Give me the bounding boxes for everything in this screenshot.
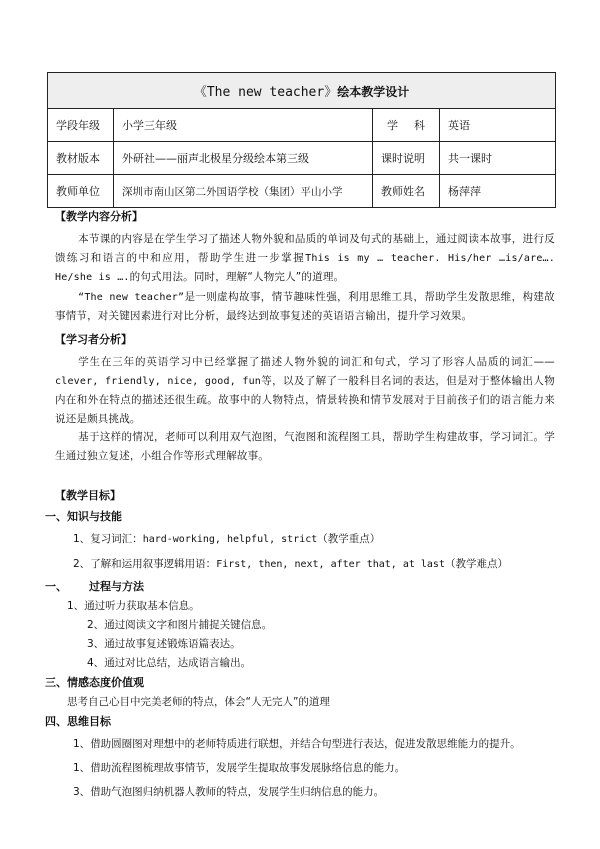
content-analysis-section: [55, 208, 555, 326]
item-number: 4、: [87, 657, 105, 669]
learner-analysis-paragraph-2: 基于这样的情况，老师可以利用双气泡图，气泡图和流程图工具，帮助学生构建故事，学习词汇。学生通过独立复述，小组合作等形式理解故事。: [55, 431, 555, 462]
teacher-name-value: 杨萍萍: [440, 175, 556, 208]
document-title: [48, 73, 556, 109]
school-label: 教师单位: [48, 175, 114, 208]
title-chinese: 绘本教学设计: [337, 85, 410, 99]
item-number: 3、: [87, 638, 105, 650]
list-item: [55, 635, 555, 654]
emotion-title: 情感态度价值观: [67, 676, 144, 689]
subject-value: 英语: [440, 109, 556, 142]
item-number: 1、: [73, 762, 91, 774]
item-text: 借助圆圈图对理想中的老师特质进行联想，并结合句型进行表达，促进发散思维能力的提升。: [90, 738, 521, 750]
list-item: [55, 780, 555, 804]
table-title-row: [48, 73, 556, 109]
item-text: 了解和运用叙事逻辑用语：: [90, 558, 217, 570]
list-item: [55, 527, 555, 552]
table-row: [48, 175, 556, 208]
learner-vocabulary: clever, friendly, nice, good, fun: [55, 375, 262, 387]
item-note: （教学难点）: [444, 558, 508, 570]
list-item: [55, 597, 555, 616]
content-text-c: 是一则虚构故事，情节趣味性强，利用思维工具，帮助学生发散思维，构建故事情节，对关键因素进行对比分析，最终达到故事复述的英语语言输出，提升学习效果。: [55, 290, 555, 322]
content-text-a: 本节课的内容是在学生学习了描述人物外貌和品质的单词及句式的基础上，通过阅读本故事，进行反馈练习和语言的中和应用，帮助学生进一步掌握: [55, 233, 555, 264]
item-text: 通过阅读文字和图片捕捉关键信息。: [104, 619, 273, 631]
grade-label: 学段年级: [48, 109, 114, 142]
content-analysis-paragraph-1: [55, 230, 555, 288]
list-item: [55, 616, 555, 635]
process-number: 一、: [45, 580, 67, 593]
list-item: [55, 654, 555, 673]
item-note: （教学重点）: [317, 533, 381, 545]
item-text: 复习词汇：: [90, 533, 143, 545]
item-number: 1、: [73, 533, 91, 545]
objectives-heading: 【教学目标】: [55, 489, 121, 502]
process-title: 过程与方法: [89, 580, 144, 593]
lesson-info-table: [47, 72, 556, 208]
table-row: [48, 109, 556, 142]
item-text: 借助流程图梳理故事情节，发展学生提取故事发展脉络信息的能力。: [90, 762, 406, 774]
subject-label: 学 科: [373, 109, 440, 142]
thinking-heading: [45, 712, 555, 732]
textbook-label: 教材版本: [48, 142, 114, 175]
thinking-title: 思维目标: [67, 715, 111, 728]
item-text: 借助气泡图归纳机器人教师的特点，发展学生归纳信息的能力。: [90, 786, 385, 798]
learner-analysis-heading: 【学习者分析】: [55, 333, 132, 346]
item-vocabulary: First, then, next, after that, at last: [216, 559, 445, 570]
item-number: 1、: [73, 738, 91, 750]
knowledge-title: 知识与技能: [67, 510, 122, 523]
period-label: 课时说明: [373, 142, 440, 175]
table-row: [48, 142, 556, 175]
item-text: 通过对比总结，达成语言输出。: [104, 657, 252, 669]
item-number: 1、: [67, 600, 85, 612]
learner-text-a: 学生在三年的英语学习中已经掌握了描述人物外貌的词汇和句式，学习了形容人品质的词汇——: [78, 356, 555, 368]
emotion-number: 三、: [45, 676, 67, 689]
story-title-inline: “The new teacher”: [78, 291, 185, 303]
list-item: [55, 756, 555, 780]
objectives-section: [45, 485, 555, 804]
learner-analysis-paragraph-1: [55, 353, 555, 428]
emotion-heading: [45, 673, 555, 693]
content-analysis-heading: 【教学内容分析】: [55, 210, 143, 223]
list-item: [55, 552, 555, 577]
item-text: 通过听力获取基本信息。: [84, 600, 200, 612]
item-vocabulary: hard-working, helpful, strict: [142, 534, 318, 545]
content-text-b: 的句式用法。同时，理解“人物完人”的道理。: [129, 271, 345, 283]
item-text: 通过故事复述锻炼语篇表达。: [104, 638, 241, 650]
content-analysis-paragraph-2: [55, 288, 555, 326]
process-heading: [45, 577, 555, 597]
learner-text-b: 等，以及了解了一般科目名词的表达，但是对于整体输出人物内在和外在特点的描述还很生疏。故事中的人物特点，情景转换和情节发展对于目前孩子们的语言能力来说还是颇具挑战。: [55, 374, 555, 425]
learner-analysis-section: [55, 331, 555, 465]
grade-value: 小学三年级: [114, 109, 373, 142]
item-number: 2、: [87, 619, 105, 631]
textbook-value: 外研社——丽声北极星分级绘本第三级: [114, 142, 373, 175]
period-value: 共一课时: [440, 142, 556, 175]
content-sentence-pattern: This is my … teacher. His/her …is/are…. He/she is ….: [55, 252, 555, 283]
knowledge-heading: [45, 507, 555, 527]
teacher-name-label: 教师姓名: [373, 175, 440, 208]
list-item: [55, 732, 555, 756]
school-value: 深圳市南山区第二外国语学校（集团）平山小学: [114, 175, 373, 208]
knowledge-number: 一、: [45, 510, 67, 523]
item-number: 2、: [73, 558, 91, 570]
item-number: 3、: [73, 786, 91, 798]
emotion-text: 思考自己心目中完美老师的特点，体会“人无完人”的道理: [67, 696, 330, 708]
thinking-number: 四、: [45, 715, 67, 728]
title-english: 《The new teacher》: [193, 85, 338, 100]
